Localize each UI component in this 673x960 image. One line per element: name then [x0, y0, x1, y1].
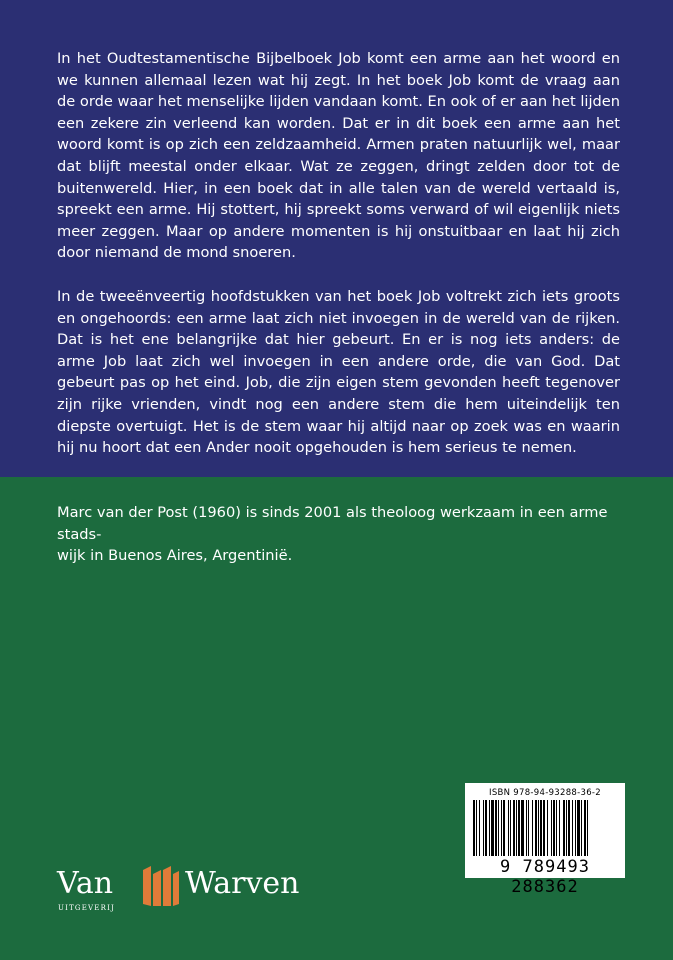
- publisher-subtitle: UITGEVERIJ: [58, 904, 116, 912]
- blurb-panel: [0, 0, 673, 477]
- author-bio: [57, 502, 623, 567]
- publisher-name-right: Warven: [185, 866, 300, 901]
- isbn-digits: 9 789493 288362: [500, 857, 590, 897]
- publisher-mark-icon: [139, 860, 181, 910]
- author-bio-line-1: Marc van der Post (1960) is sinds 2001 als theoloog werkzaam in een arme stads-: [57, 504, 608, 543]
- isbn-barcode: [465, 783, 625, 897]
- publisher-logo: [57, 860, 317, 920]
- author-bio-line-2: wijk in Buenos Aires, Argentinië.: [57, 547, 293, 565]
- isbn-label: ISBN 978-94-93288-36-2: [489, 788, 601, 798]
- publisher-name-left: Van: [57, 866, 114, 901]
- blurb-paragraph-1: In het Oudtestamentische Bijbelboek Job komt een arme aan het woord en we kunnen allemaal lezen wat hij zegt. In het boek Job komt de vraag aan de orde waar het menselijke lijden vandaan komt. En ook of er aan het lijden een zekere zin verleend kan worden. Dat er in dit boek een arme aan het woord komt is op zich een zeldzaamheid. Armen praten natuurlijk wel, maar dat blijft meestal onder elkaar. Wat ze zeggen, dringt zelden door tot de buitenwereld. Hier, in een boek dat in alle talen van de wereld vertaald is, spreekt een arme. Hij stottert, hij spreekt soms verward of wil eigenlijk niets meer zeggen. Maar op andere momenten is hij onstuitbaar en laat hij zich door niemand de mond snoeren.: [57, 50, 620, 262]
- blurb-paragraph-2: In de tweeënveertig hoofdstukken van het boek Job voltrekt zich iets groots en ongehoords: een arme laat zich niet invoegen in de wereld van de rijken. Dat is het ene belangrijke dat hier gebeurt. En er is nog iets anders: de arme Job laat zich wel invoegen in een andere orde, die van God. Dat gebeurt pas op het eind. Job, die zijn eigen stem gevonden heeft tegenover zijn rijke vrienden, vindt nog een andere stem die hem uiteindelijk ten diepste overtuigt. Het is de stem waar hij altijd naar op zoek was en waarin hij nu hoort dat een Ander nooit opgehouden is hem serieus te nemen.: [57, 287, 620, 457]
- barcode-bars: [473, 800, 617, 856]
- blurb-text: [57, 48, 620, 481]
